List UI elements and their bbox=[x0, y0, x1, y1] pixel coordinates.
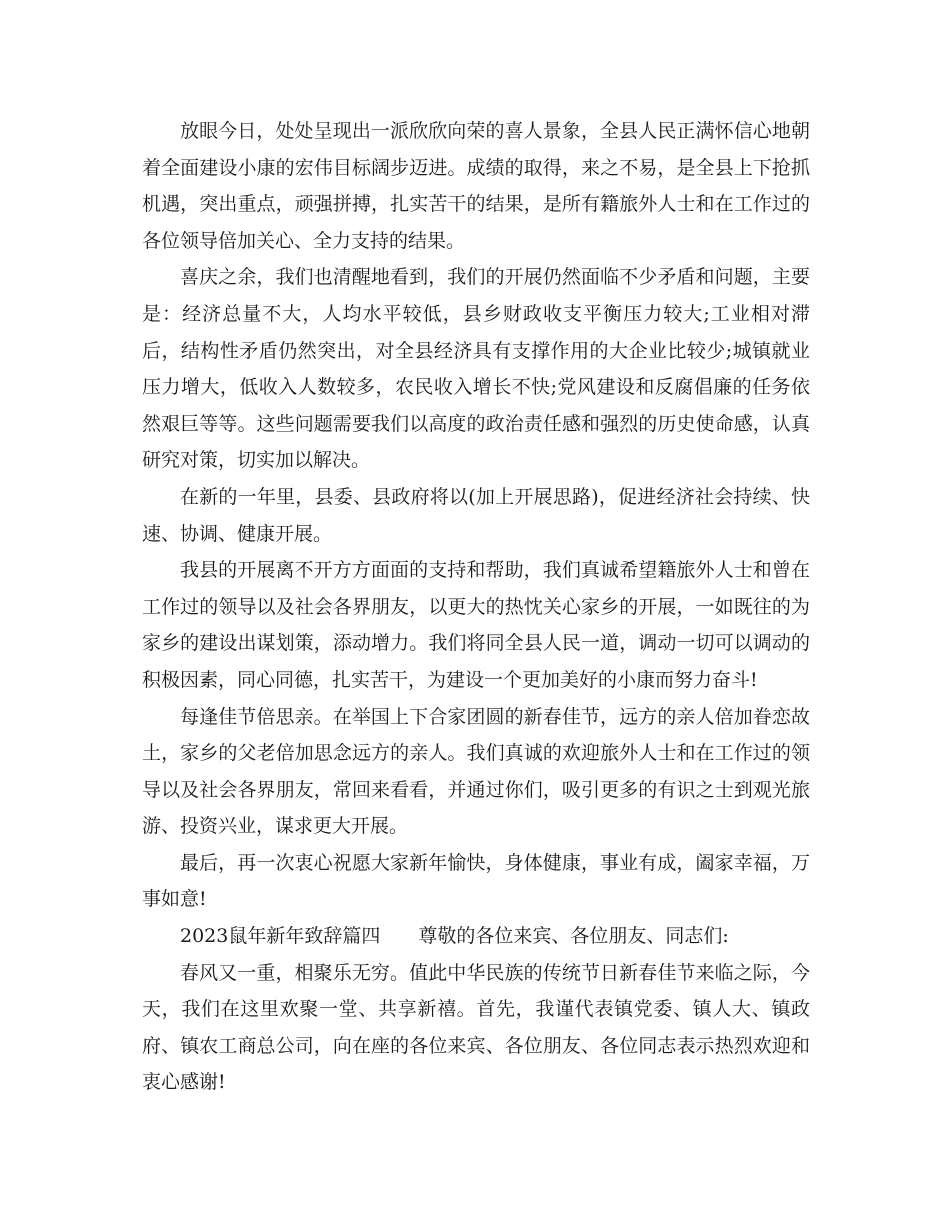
paragraph-new-year-plan: 在新的一年里，县委、县政府将以(加上开展思路)，促进经济社会持续、快速、协调、健康开展。 bbox=[142, 485, 810, 545]
section-title: 2023鼠年新年致辞篇四 bbox=[180, 925, 381, 948]
paragraph-homesick: 每逢佳节倍思亲。在举国上下合家团圆的新春佳节，远方的亲人倍加眷恋故土，家乡的父老倍加思念远方的亲人。我们真诚的欢迎旅外人士和在工作过的领导以及社会各界朋友，常回来看看，并通过你们，吸引更多的有识之士到观光旅游、投资兴业，谋求更大开展。 bbox=[142, 705, 810, 838]
paragraph-prosperity: 放眼今日，处处呈现出一派欣欣向荣的喜人景象，全县人民正满怀信心地朝着全面建设小康的宏伟目标阔步迈进。成绩的取得，来之不易，是全县上下抢抓机遇，突出重点，顽强拼搏，扎实苦干的结果，是所有籍旅外人士和在工作过的各位领导倍加关心、全力支持的结果。 bbox=[142, 120, 810, 252]
paragraph-problems: 喜庆之余，我们也清醒地看到，我们的开展仍然面临不少矛盾和问题，主要是：经济总量不大，人均水平较低，县乡财政收支平衡压力较大;工业相对滞后，结构性矛盾仍然突出，对全县经济具有支撑作用的大企业比较少;城镇就业压力增大，低收入人数较多，农民收入增长不快;党风建设和反腐倡廉的任务依然艰巨等等。这些问题需要我们以高度的政治责任感和强烈的历史使命感，认真研究对策，切实加以解决。 bbox=[142, 266, 810, 472]
paragraph-wishes: 最后，再一次衷心祝愿大家新年愉快，身体健康，事业有成，阖家幸福，万事如意! bbox=[142, 851, 810, 911]
paragraph-support: 我县的开展离不开方方面面的支持和帮助，我们真诚希望籍旅外人士和曾在工作过的领导以及社会各界朋友，以更大的热忱关心家乡的开展，一如既往的为家乡的建设出谋划策，添动增力。我们将同全县人民一道，调动一切可以调动的积极因素，同心同德，扎实苦干，为建设一个更加美好的小康而努力奋斗! bbox=[142, 559, 810, 691]
section-heading bbox=[142, 918, 810, 955]
section-salutation: 尊敬的各位来宾、各位朋友、同志们: bbox=[418, 925, 729, 948]
paragraph-spring-greeting: 春风又一重，相聚乐无穷。值此中华民族的传统节日新春佳节来临之际，今天，我们在这里欢聚一堂、共享新禧。首先，我谨代表镇党委、镇人大、镇政府、镇农工商总公司，向在座的各位来宾、各位朋友、各位同志表示热烈欢迎和衷心感谢! bbox=[142, 961, 810, 1094]
document-body bbox=[142, 113, 810, 1101]
